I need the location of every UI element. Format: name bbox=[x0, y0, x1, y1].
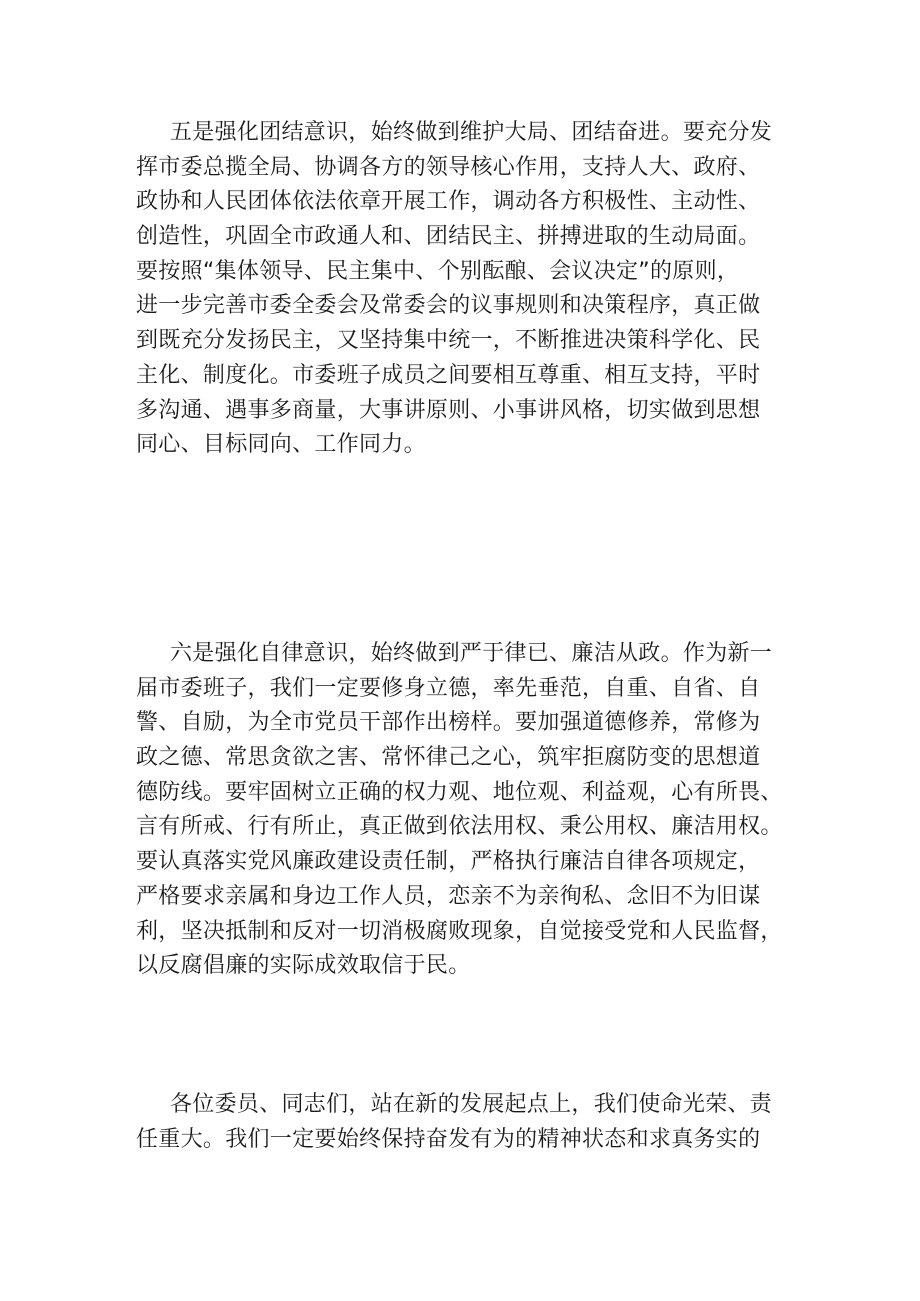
text-line: 言有所戒、行有所止，真正做到依法用权、秉公用权、廉洁用权。 bbox=[136, 814, 783, 840]
text-line: 各位委员、同志们，站在新的发展起点上，我们使命光荣、责 bbox=[170, 1092, 773, 1117]
text-line: 警、自励，为全市党员干部作出榜样。要加强道德修养，常修为 bbox=[136, 710, 761, 736]
text-line: 利，坚决抵制和反对一切消极腐败现象，自觉接受党和人民监督， bbox=[136, 918, 783, 944]
text-line: 届市委班子，我们一定要修身立德，率先垂范，自重、自省、自 bbox=[136, 675, 761, 701]
paragraph-closing bbox=[136, 1088, 796, 1157]
text-line: 要按照“集体领导、民主集中、个别酝酿、会议决定”的原则， bbox=[136, 258, 740, 284]
text-line: 挥市委总揽全局、协调各方的领导核心作用，支持人大、政府、 bbox=[136, 154, 761, 180]
text-line: 严格要求亲属和身边工作人员，恋亲不为亲徇私、念旧不为旧谋 bbox=[136, 883, 761, 909]
text-line: 以反腐倡廉的实际成效取信于民。 bbox=[136, 953, 471, 979]
text-line: 同心、目标同向、工作同力。 bbox=[136, 432, 426, 458]
text-line: 到既充分发扬民主，又坚持集中统一，不断推进决策科学化、民 bbox=[136, 328, 761, 354]
text-line: 要认真落实党风廉政建设责任制，严格执行廉洁自律各项规定， bbox=[136, 849, 761, 875]
text-line: 主化、制度化。市委班子成员之间要相互尊重、相互支持，平时 bbox=[136, 362, 761, 388]
text-line: 创造性，巩固全市政通人和、团结民主、拼搏进取的生动局面。 bbox=[136, 224, 761, 250]
text-line: 政之德、常思贪欲之害、常怀律己之心，筑牢拒腐防变的思想道 bbox=[136, 745, 761, 771]
text-line: 五是强化团结意识，始终做到维护大局、团结奋进。要充分发 bbox=[170, 120, 773, 145]
text-line: 多沟通、遇事多商量，大事讲原则、小事讲风格，切实做到思想 bbox=[136, 397, 761, 423]
text-line: 进一步完善市委全委会及常委会的议事规则和决策程序，真正做 bbox=[136, 293, 761, 319]
text-line: 政协和人民团体依法依章开展工作，调动各方积极性、主动性、 bbox=[136, 189, 761, 215]
text-line: 六是强化自律意识，始终做到严于律已、廉洁从政。作为新一 bbox=[170, 641, 773, 666]
paragraph-unity bbox=[136, 116, 796, 463]
text-line: 德防线。要牢固树立正确的权力观、地位观、利益观，心有所畏、 bbox=[136, 779, 783, 805]
paragraph-self-discipline bbox=[136, 637, 796, 984]
text-line: 任重大。我们一定要始终保持奋发有为的精神状态和求真务实的 bbox=[136, 1126, 761, 1152]
